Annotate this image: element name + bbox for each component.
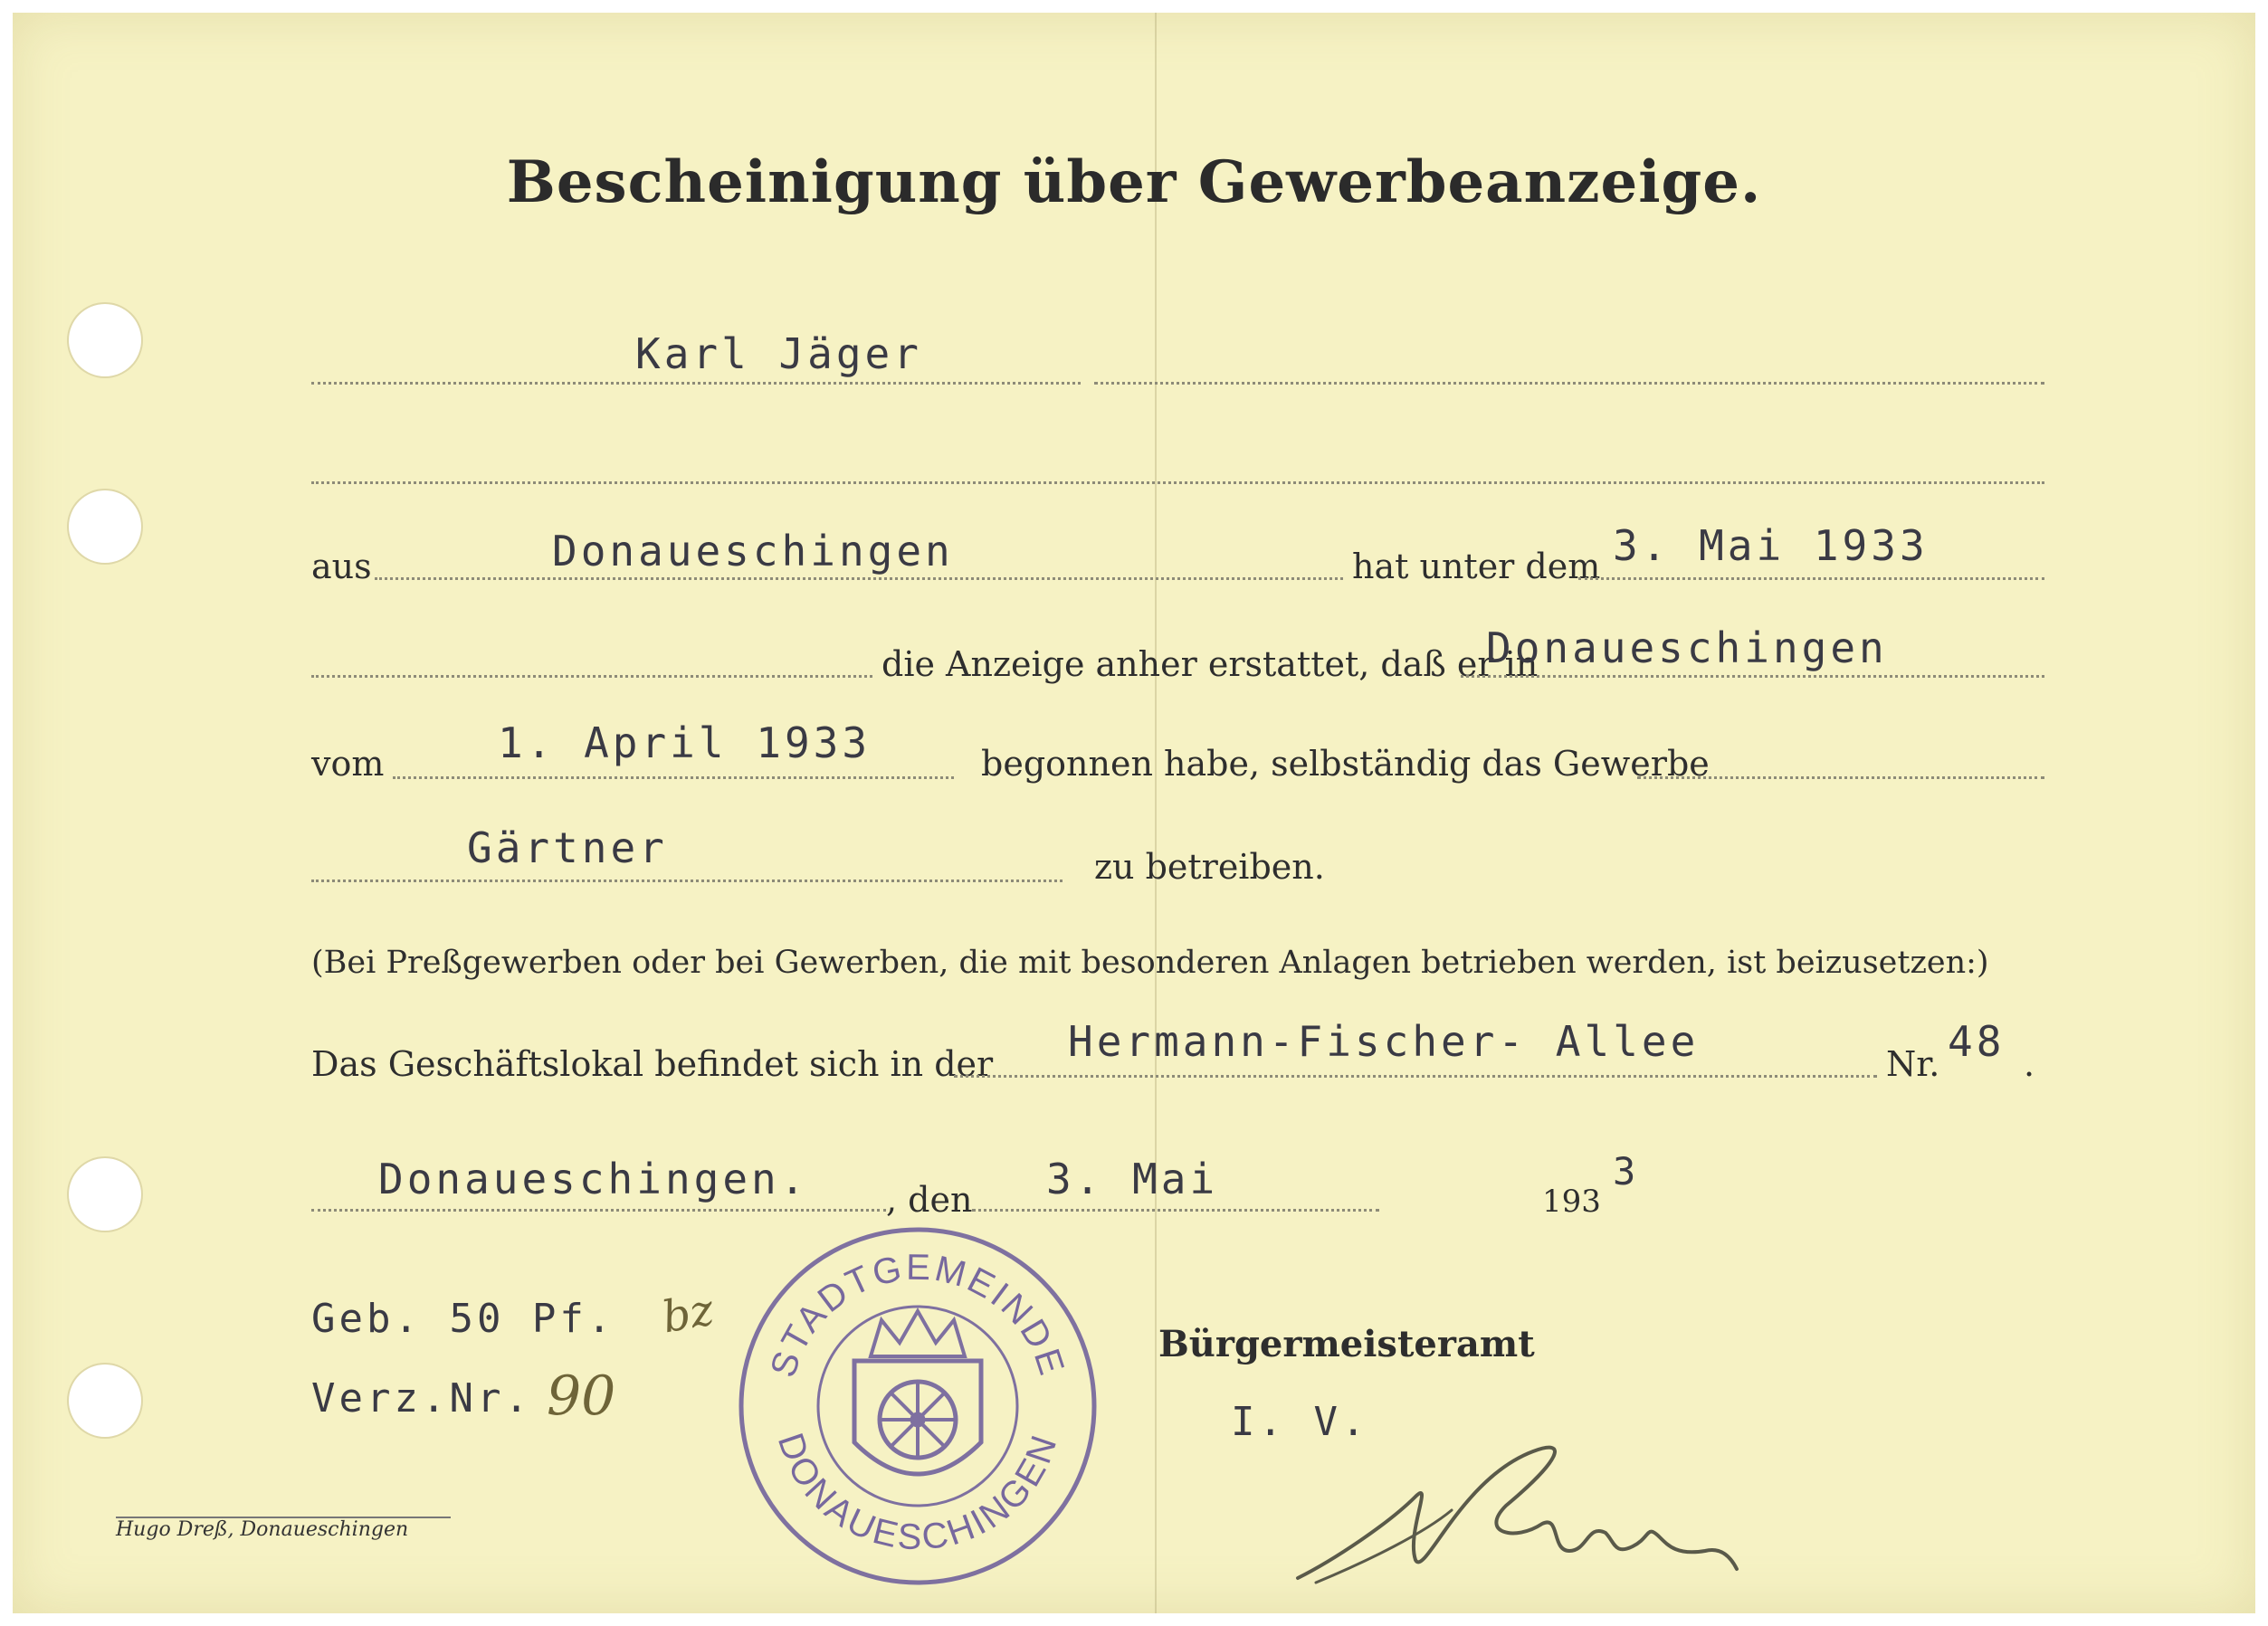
certificate-page <box>13 13 2255 1613</box>
anzeige-dotted-line <box>311 675 872 678</box>
name-dotted-line <box>1094 382 2044 385</box>
signing-date-dotted-line <box>972 1209 1379 1212</box>
start-date-dotted-line <box>393 776 954 779</box>
stamp-text-bottom: DONAUESCHINGEN <box>769 1428 1066 1558</box>
house-number: 48 <box>1948 1017 2006 1066</box>
origin-dotted-line <box>375 577 1343 580</box>
blank-dotted-line <box>311 481 2044 484</box>
punch-hole <box>69 1158 141 1231</box>
note-text: (Bei Preßgewerben oder bei Gewerben, die mit besonderen Anlagen betrieben werden, ist beizusetzen:) <box>311 945 1989 981</box>
punch-hole <box>69 304 141 376</box>
deputy-label: I. V. <box>1231 1399 1369 1445</box>
den-label: , den <box>886 1180 973 1220</box>
holder-name: Karl Jäger <box>635 329 922 378</box>
business-place-dotted-line <box>1461 675 2044 678</box>
trade-name: Gärtner <box>467 823 668 872</box>
betreiben-label: zu betreiben. <box>1094 847 1325 887</box>
municipal-stamp <box>719 1216 1117 1596</box>
begonnen-label: begonnen habe, selbständig das Gewerbe <box>981 744 1710 784</box>
nr-label: Nr. <box>1886 1044 1940 1084</box>
business-place: Donaueschingen <box>1486 623 1888 672</box>
punch-hole <box>69 1365 141 1437</box>
authority-label: Bürgermeisteramt <box>1158 1323 1535 1365</box>
document-title: Bescheinigung über Gewerbeanzeige. <box>506 148 1762 216</box>
signing-place: Donaueschingen. <box>378 1155 809 1203</box>
street-name: Hermann-Fischer- Allee <box>1068 1017 1700 1066</box>
stamp-text-top: STADTGEMEINDE <box>763 1247 1072 1383</box>
name-dotted-line <box>311 382 1081 385</box>
handwritten-signature <box>1280 1424 1750 1596</box>
vom-label: vom <box>311 744 385 784</box>
fee-text: Geb. 50 Pf. <box>311 1296 615 1342</box>
register-label: Verz.Nr. <box>311 1375 532 1422</box>
lokal-label: Das Geschäftslokal befindet sich in der <box>311 1044 994 1084</box>
hat-unter-label: hat unter dem <box>1352 547 1601 586</box>
printer-rule <box>116 1517 451 1518</box>
anzeige-label: die Anzeige anher erstattet, daß er in <box>881 644 1539 684</box>
signing-date: 3. Mai <box>1046 1155 1219 1203</box>
punch-hole <box>69 490 141 563</box>
fold-line <box>1155 13 1157 1613</box>
crest-crown-icon <box>871 1311 965 1356</box>
trade-dotted-line <box>311 880 1063 882</box>
origin-town: Donaueschingen <box>552 527 954 575</box>
aus-label: aus <box>311 547 372 586</box>
signing-place-dotted-line <box>311 1209 886 1212</box>
start-date: 1. April 1933 <box>498 718 872 767</box>
report-date-dotted-line <box>1578 577 2044 580</box>
nr-period: . <box>2024 1044 2035 1084</box>
report-date: 3. Mai 1933 <box>1613 521 1929 570</box>
street-dotted-line <box>954 1075 1877 1078</box>
trade-right-dotted-line <box>1637 776 2044 779</box>
printer-imprint: Hugo Dreß, Donaueschingen <box>116 1518 409 1541</box>
year-suffix: 3 <box>1613 1149 1640 1193</box>
year-prefix: 193 <box>1542 1184 1601 1220</box>
fee-initials: bz <box>658 1284 718 1344</box>
register-number: 90 <box>547 1365 616 1428</box>
